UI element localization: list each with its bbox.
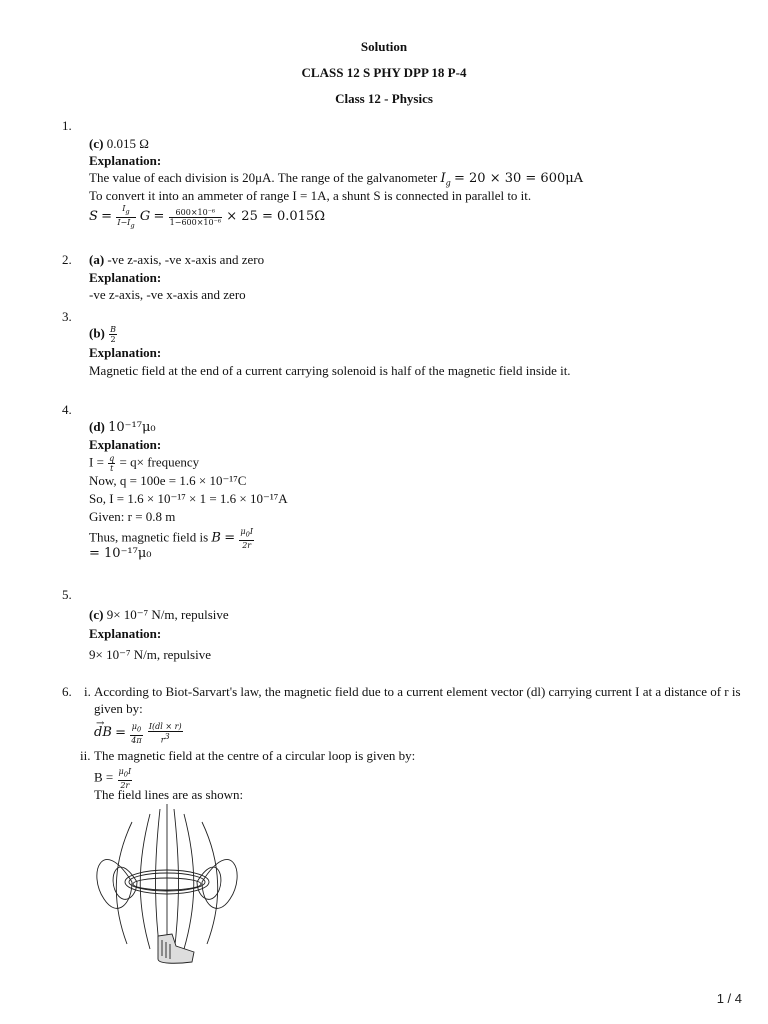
doc-title: Solution xyxy=(360,39,408,54)
explanation-line: Now, q = 100e = 1.6 × 10⁻¹⁷C xyxy=(89,473,247,488)
question-number: 2. xyxy=(62,252,72,267)
explanation-line: The field lines are as shown: xyxy=(94,787,244,802)
explanation-line: Thus, magnetic field is B = $\frac{\mu_0I}{2r}$ xyxy=(89,527,253,550)
explanation-result: = 10⁻¹⁷μ₀ xyxy=(89,546,152,561)
explanation-line: given by: xyxy=(94,701,143,716)
answer-line xyxy=(89,136,149,152)
question-number: 3. xyxy=(62,309,72,324)
fraction: $\frac{\text{600×10⁻⁶}}{\text{1−600×10⁻⁶}}$ xyxy=(169,207,222,227)
explanation-text: -ve z-axis, -ve x-axis and zero xyxy=(89,287,246,302)
fraction: $\frac{I_g}{I-I_g}$ xyxy=(117,204,135,230)
doc-subject: Class 12 - Physics xyxy=(335,91,433,106)
answer-text: 0.015 Ω xyxy=(106,136,149,151)
explanation-line: Given: r = 0.8 m xyxy=(89,509,176,524)
field-lines-diagram xyxy=(92,804,242,966)
fraction: $\frac{B}{2}$ xyxy=(110,325,117,344)
subpart-label: i. xyxy=(84,684,91,699)
doc-code: CLASS 12 S PHY DPP 18 P-4 xyxy=(301,65,467,80)
answer-text: 9× 10⁻⁷ N/m, repulsive xyxy=(106,607,229,622)
fraction: $\frac{I(dl \times r)}{r^3}$ xyxy=(148,722,182,745)
explanation-label: Explanation: xyxy=(89,153,162,168)
explanation-line: The magnetic field at the centre of a circular loop is given by: xyxy=(94,748,416,763)
answer-line xyxy=(89,419,156,436)
answer-option: (b) xyxy=(89,325,105,341)
formula: S = $\frac{I_g}{I-I_g}$ G = $\frac{\text{600×10⁻⁶}}{\text{1−600×10⁻⁶}}$ × 25 = 0.015Ω xyxy=(89,204,325,230)
answer-line xyxy=(89,607,229,623)
explanation-line: The value of each division is 20μA. The range of the galvanometer xyxy=(89,170,441,185)
fraction: $\frac{q}{t}$ xyxy=(109,454,115,473)
answer-option: (d) xyxy=(89,419,105,434)
formula: B = $\frac{\mu_0I}{2r}$ xyxy=(94,767,132,790)
answer-line xyxy=(89,325,118,344)
explanation-label: Explanation: xyxy=(89,437,162,452)
math-expression: = 20 × 30 = 600μA xyxy=(454,171,584,186)
explanation-text: Magnetic field at the end of a current carrying solenoid is half of the magnetic field inside it. xyxy=(89,363,571,378)
question-number: 6. xyxy=(62,684,72,699)
fraction: $\frac{\mu_0I}{2r}$ xyxy=(240,527,253,550)
explanation-label: Explanation: xyxy=(89,626,162,641)
fraction: $\frac{\mu_0}{4\pi}$ xyxy=(131,722,142,745)
formula: → dB = $\frac{\mu_0}{4\pi}$ $\frac{I(dl \times r)}{r^3}$ xyxy=(94,722,184,745)
question-number: 5. xyxy=(62,587,72,602)
answer-option: (c) xyxy=(89,136,104,151)
formula-result: × 25 = 0.015Ω xyxy=(226,209,325,225)
explanation-line: According to Biot-Sarvart's law, the magnetic field due to a current element vector (dl) carrying current I at a distance of r is xyxy=(94,684,741,699)
answer-text: -ve z-axis, -ve x-axis and zero xyxy=(107,252,265,267)
explanation-line: I = $\frac{q}{t}$ = q× frequency xyxy=(89,454,200,473)
question-number: 1. xyxy=(62,118,72,133)
explanation-text: The value of each division is 20μA. The range of the galvanometer $I_g = 20 \times 30 = 600\mu A$ xyxy=(89,170,584,188)
answer-text: 10⁻¹⁷μ₀ xyxy=(108,420,156,435)
explanation-line: So, I = 1.6 × 10⁻¹⁷ × 1 = 1.6 × 10⁻¹⁷A xyxy=(89,491,288,506)
question-number: 4. xyxy=(62,402,72,417)
answer-line xyxy=(89,252,264,268)
answer-option: (c) xyxy=(89,607,104,622)
subpart-label: ii. xyxy=(80,748,91,763)
explanation-label: Explanation: xyxy=(89,345,162,360)
page-number: 1 / 4 xyxy=(716,991,742,1006)
answer-option: (a) xyxy=(89,252,105,267)
fraction: $\frac{\mu_0I}{2r}$ xyxy=(118,767,132,790)
explanation-label: Explanation: xyxy=(89,270,162,285)
explanation-line: To convert it into an ammeter of range I = 1A, a shunt S is connected in parallel to it. xyxy=(89,188,532,203)
explanation-text: 9× 10⁻⁷ N/m, repulsive xyxy=(89,647,211,662)
